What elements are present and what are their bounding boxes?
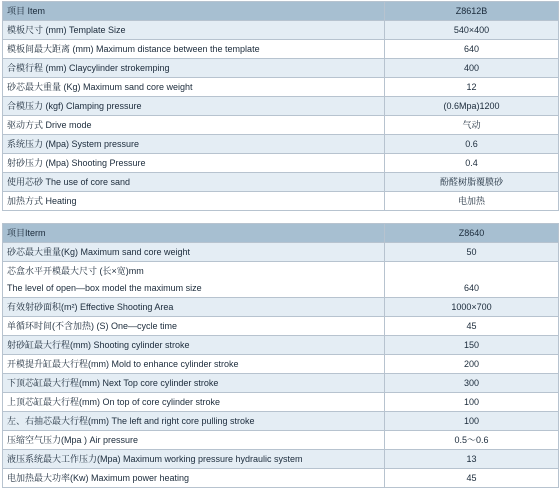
table-row — [3, 412, 559, 431]
row-item: 模板尺寸 (mm) Template Size — [3, 21, 385, 40]
row-item: 使用芯砂 The use of core sand — [3, 173, 385, 192]
row-item: 合模压力 (kgf) Clamping pressure — [3, 97, 385, 116]
row-item: 有效射砂面积(m²) Effective Shooting Area — [3, 298, 385, 317]
row-value: 640 — [385, 262, 559, 298]
row-value: 640 — [385, 40, 559, 59]
table-row — [3, 336, 559, 355]
row-item: 砂芯最大重量 (Kg) Maximum sand core weight — [3, 78, 385, 97]
row-value: 400 — [385, 59, 559, 78]
table-header-row — [3, 2, 559, 21]
row-item: 上顶芯缸最大行程(mm) On top of core cylinder stroke — [3, 393, 385, 412]
header-item-cell: 项目Iterm — [3, 224, 385, 243]
table-row — [3, 116, 559, 135]
row-item: 合模行程 (mm) Claycylinder strokemping — [3, 59, 385, 78]
row-item: 模板间最大距离 (mm) Maximum distance between the template — [3, 40, 385, 59]
row-value: 150 — [385, 336, 559, 355]
table-row — [3, 243, 559, 262]
table-row — [3, 469, 559, 488]
row-value: 200 — [385, 355, 559, 374]
row-value: 13 — [385, 450, 559, 469]
row-item: 开模提升缸最大行程(mm) Mold to enhance cylinder stroke — [3, 355, 385, 374]
row-value: 540×400 — [385, 21, 559, 40]
row-value: 100 — [385, 393, 559, 412]
table-row — [3, 21, 559, 40]
row-item: 液压系统最大工作压力(Mpa) Maximum working pressure hydraulic system — [3, 450, 385, 469]
row-value: 50 — [385, 243, 559, 262]
table-row — [3, 431, 559, 450]
row-value: 45 — [385, 317, 559, 336]
table-row — [3, 192, 559, 211]
row-value: (0.6Mpa)1200 — [385, 97, 559, 116]
row-value: 300 — [385, 374, 559, 393]
row-item: 电加热最大功率(Kw) Maximum power heating — [3, 469, 385, 488]
row-item-line-cn: 芯盒水平开模最大尺寸 (长×宽)mm — [7, 265, 144, 276]
row-item: 压缩空气压力(Mpa ) Air pressure — [3, 431, 385, 450]
row-value: 45 — [385, 469, 559, 488]
row-item: 射砂缸最大行程(mm) Shooting cylinder stroke — [3, 336, 385, 355]
row-item: 射砂压力 (Mpa) Shooting Pressure — [3, 154, 385, 173]
header-model-cell: Z8612B — [385, 2, 559, 21]
row-item: 加热方式 Heating — [3, 192, 385, 211]
table-row — [3, 317, 559, 336]
row-value: 1000×700 — [385, 298, 559, 317]
row-value: 0.5～0.6 — [385, 431, 559, 450]
row-value: 0.6 — [385, 135, 559, 154]
row-item: 左、右抽芯最大行程(mm) The left and right core pulling stroke — [3, 412, 385, 431]
table-header-row — [3, 224, 559, 243]
header-model-cell: Z8640 — [385, 224, 559, 243]
table-row — [3, 59, 559, 78]
row-item: 下顶芯缸最大行程(mm) Next Top core cylinder stroke — [3, 374, 385, 393]
table-row — [3, 154, 559, 173]
table-row — [3, 374, 559, 393]
row-value: 12 — [385, 78, 559, 97]
table-row — [3, 173, 559, 192]
row-value: 酚醛树脂覆膜砂 — [385, 173, 559, 192]
table-row — [3, 393, 559, 412]
row-value: 气动 — [385, 116, 559, 135]
row-item: 系统压力 (Mpa) System pressure — [3, 135, 385, 154]
table-row — [3, 298, 559, 317]
spec-table-z8640 — [2, 223, 559, 488]
table-row — [3, 450, 559, 469]
table-row — [3, 40, 559, 59]
header-item-cell: 项目 Item — [3, 2, 385, 21]
table-row — [3, 262, 559, 298]
row-item-line-en: The level of open—box model the maximum size — [7, 282, 202, 293]
table-row — [3, 78, 559, 97]
row-item — [3, 262, 385, 298]
table-row — [3, 135, 559, 154]
table-row — [3, 97, 559, 116]
row-item: 单循环时间(不含加热) (S) One—cycle time — [3, 317, 385, 336]
spec-table-z8612b — [2, 1, 559, 211]
row-value: 0.4 — [385, 154, 559, 173]
row-value: 电加热 — [385, 192, 559, 211]
row-item: 砂芯最大重量(Kg) Maximum sand core weight — [3, 243, 385, 262]
table-row — [3, 355, 559, 374]
row-value: 100 — [385, 412, 559, 431]
row-item: 驱动方式 Drive mode — [3, 116, 385, 135]
